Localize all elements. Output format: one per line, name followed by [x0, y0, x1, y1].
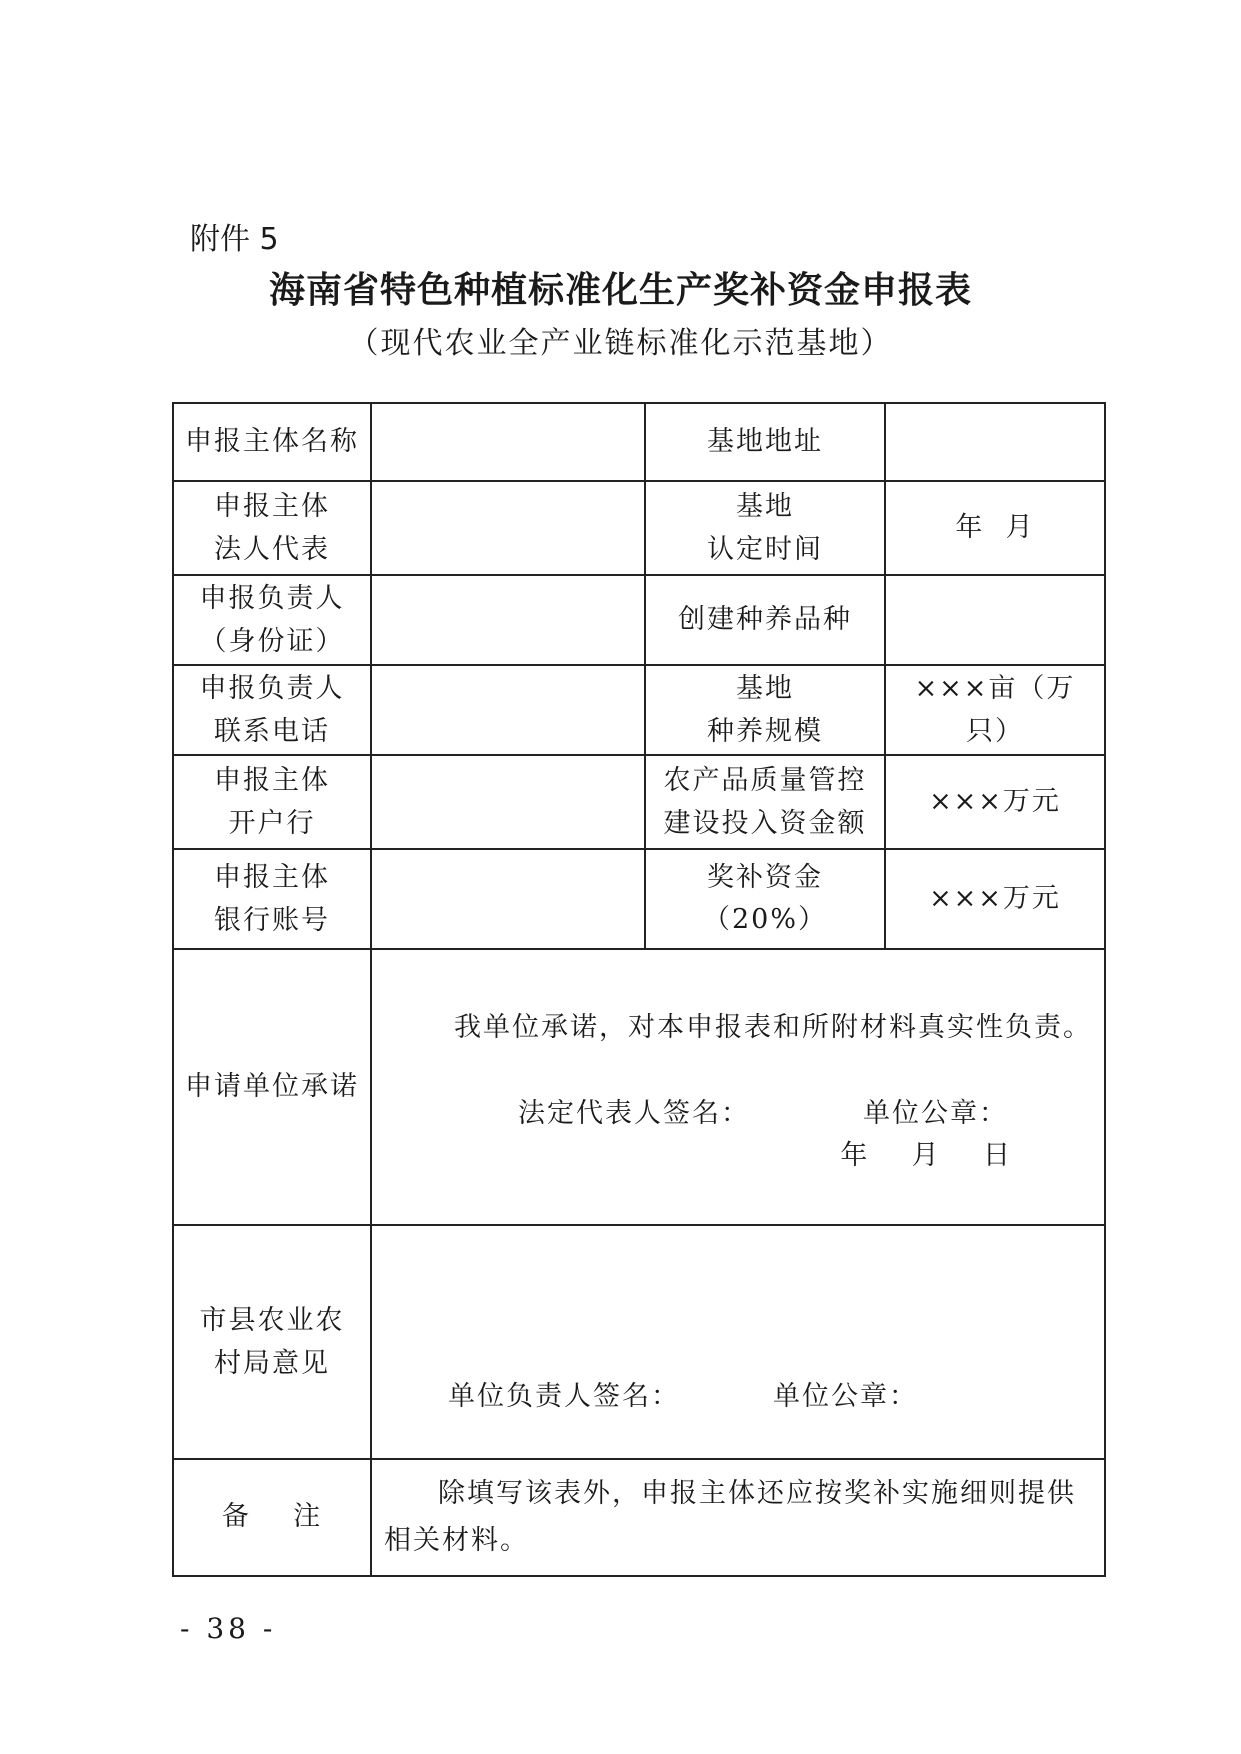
contact-phone-label-line1: 申报负责人 — [199, 672, 345, 704]
bank-field[interactable] — [371, 755, 645, 849]
table-row — [173, 481, 1105, 575]
bank-label-line2: 开户行 — [228, 808, 316, 839]
pledge-cell — [371, 949, 1105, 1225]
legal-rep-signature-label: 法定代表人签名： — [518, 1098, 750, 1130]
subsidy-fund-field[interactable]: ×××万元 — [885, 849, 1105, 949]
bank-account-label-line2: 银行账号 — [214, 905, 330, 936]
county-opinion-label-line2: 村局意见 — [214, 1348, 330, 1379]
attachment-label: 附件 5 — [190, 222, 279, 257]
county-opinion-cell[interactable] — [371, 1225, 1105, 1459]
legal-rep-label — [173, 481, 371, 575]
table-row — [173, 1459, 1105, 1576]
base-scale-value-line2: 只） — [966, 716, 1024, 747]
table-row — [173, 575, 1105, 665]
responsible-person-label — [173, 575, 371, 665]
table-row — [173, 403, 1105, 481]
breed-variety-label: 创建种养品种 — [645, 575, 885, 665]
unit-head-signature-label: 单位负责人签名： — [448, 1381, 680, 1412]
legal-rep-label-line1: 申报主体 — [214, 490, 330, 522]
county-opinion-label — [173, 1225, 371, 1459]
certification-time-label-line1: 基地 — [736, 490, 794, 522]
base-scale-label-line1: 基地 — [736, 672, 794, 704]
table-row — [173, 755, 1105, 849]
remark-label: 备 注 — [173, 1459, 371, 1576]
pledge-text: 我单位承诺，对本申报表和所附材料真实性负责。 — [454, 1012, 1092, 1044]
pledge-date: 年 月 日 — [840, 1139, 1012, 1171]
contact-phone-label-line2: 联系电话 — [214, 716, 330, 747]
base-scale-label-line2: 种养规模 — [707, 716, 823, 747]
table-row — [173, 1225, 1105, 1459]
pledge-seal-label: 单位公章： — [863, 1098, 1008, 1130]
breed-variety-field[interactable] — [885, 575, 1105, 665]
table-row — [173, 665, 1105, 755]
page-number: - 38 - — [180, 1612, 277, 1645]
base-address-label: 基地地址 — [645, 403, 885, 481]
contact-phone-field[interactable] — [371, 665, 645, 755]
bank-account-label-line1: 申报主体 — [214, 861, 330, 893]
form-subtitle: （现代农业全产业链标准化示范基地） — [348, 326, 893, 361]
applicant-name-field[interactable] — [371, 403, 645, 481]
base-scale-value-line1: ×××亩（万 — [914, 672, 1076, 704]
legal-rep-label-line2: 法人代表 — [214, 534, 330, 565]
base-scale-field[interactable] — [885, 665, 1105, 755]
quality-investment-label-line1: 农产品质量管控 — [663, 764, 867, 796]
responsible-person-label-line2: （身份证） — [199, 626, 345, 657]
legal-rep-field[interactable] — [371, 481, 645, 575]
base-address-field[interactable] — [885, 403, 1105, 481]
remark-cell — [371, 1459, 1105, 1576]
certification-time-label — [645, 481, 885, 575]
bank-account-field[interactable] — [371, 849, 645, 949]
quality-investment-field[interactable]: ×××万元 — [885, 755, 1105, 849]
remark-text: 除填写该表外，申报主体还应按奖补实施细则提供相关材料。 — [384, 1478, 1076, 1557]
contact-phone-label — [173, 665, 371, 755]
table-row — [173, 849, 1105, 949]
pledge-sign-row — [378, 1093, 1098, 1135]
responsible-person-label-line1: 申报负责人 — [199, 582, 345, 614]
bank-label — [173, 755, 371, 849]
county-opinion-label-line1: 市县农业农 — [199, 1304, 345, 1336]
bank-label-line1: 申报主体 — [214, 764, 330, 796]
pledge-label: 申请单位承诺 — [173, 949, 371, 1225]
county-sign-row — [378, 1376, 1098, 1418]
applicant-name-label: 申报主体名称 — [173, 403, 371, 481]
bank-account-label — [173, 849, 371, 949]
form-title: 海南省特色种植标准化生产奖补资金申报表 — [268, 269, 972, 311]
certification-time-field[interactable]: 年 月 — [885, 481, 1105, 575]
responsible-person-field[interactable] — [371, 575, 645, 665]
table-row — [173, 949, 1105, 1225]
county-seal-label: 单位公章： — [773, 1381, 918, 1412]
base-scale-label — [645, 665, 885, 755]
certification-time-label-line2: 认定时间 — [707, 534, 823, 565]
subsidy-fund-label: 奖补资金（20%） — [645, 849, 885, 949]
quality-investment-label — [645, 755, 885, 849]
application-form-table — [172, 402, 1106, 1577]
quality-investment-label-line2: 建设投入资金额 — [663, 808, 867, 839]
